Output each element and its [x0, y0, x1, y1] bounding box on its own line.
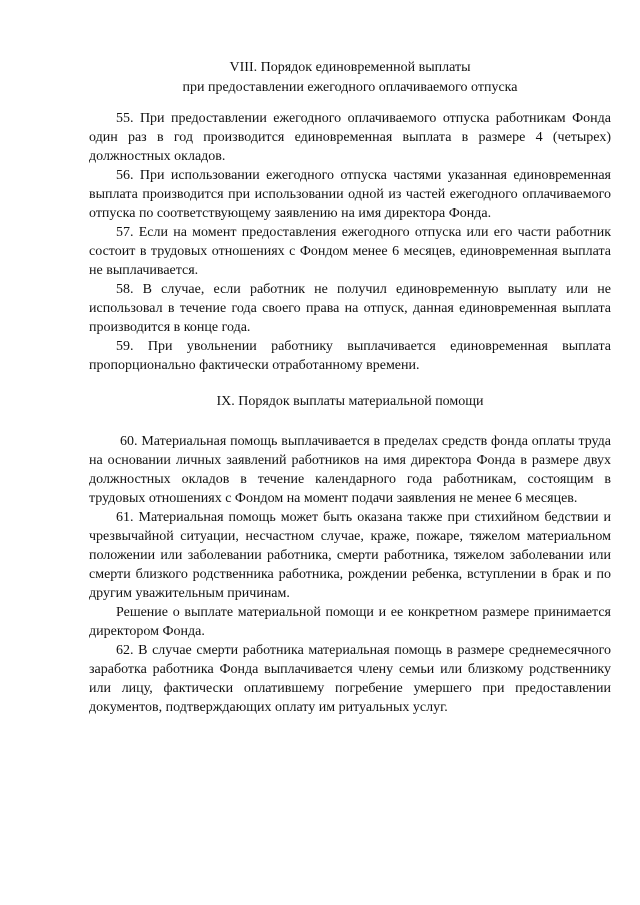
paragraph-55: 55. При предоставлении ежегодного оплачиваемого отпуска работникам Фонда один раз в год производится единовременная выплата в размере 4 (четырех) должностных окладов. — [89, 111, 611, 164]
paragraph-62: 62. В случае смерти работника материальная помощь в размере среднемесячного заработка работника Фонда выплачивается члену семьи или близкому родственнику или лицу, фактически оплатившему погребение умершего при предоставлении документов, подтверждающих оплату им ритуальных услуг. — [89, 643, 611, 715]
section-viii-title-line-1: VIII. Порядок единовременной выплаты — [229, 60, 471, 75]
paragraph-58: 58. В случае, если работник не получил единовременную выплату или не использовал в течение года своего права на отпуск, данная единовременная выплата производится в конце года. — [89, 282, 611, 335]
section-viii — [89, 58, 611, 98]
section-ix-title: IX. Порядок выплаты материальной помощи — [216, 394, 484, 409]
paragraph-60: 60. Материальная помощь выплачивается в пределах средств фонда оплаты труда на основании личных заявлений работников на имя директора Фонда в размере двух должностных окладов в течение календарного года работникам, состоящим в трудовых отношениях с Фондом на момент подачи заявления не менее 6 месяцев. — [89, 434, 611, 506]
paragraph-59: 59. При увольнении работнику выплачивается единовременная выплата пропорционально фактически отработанному времени. — [89, 339, 611, 373]
section-ix-body — [89, 432, 611, 717]
paragraph-61: 61. Материальная помощь может быть оказана также при стихийном бедствии и чрезвычайной ситуации, несчастном случае, краже, пожаре, тяжелом материальном положении или заболевании работника, смерти работника, тяжелом заболевании или смерти близкого родственника работника, рождении ребенка, вступлении в брак и по другим уважительным причинам. — [89, 510, 611, 601]
paragraph-decision: Решение о выплате материальной помощи и ее конкретном размере принимается директором Фонда. — [89, 605, 611, 639]
paragraph-57: 57. Если на момент предоставления ежегодного отпуска или его части работник состоит в трудовых отношениях с Фондом менее 6 месяцев, единовременная выплата не выплачивается. — [89, 225, 611, 278]
section-viii-body — [89, 109, 611, 375]
section-viii-title-line-2: при предоставлении ежегодного оплачиваемого отпуска — [182, 80, 518, 95]
paragraph-56: 56. При использовании ежегодного отпуска частями указанная единовременная выплата производится при использовании одной из частей ежегодного оплачиваемого отпуска по соответствующему заявлению на имя директора Фонда. — [89, 168, 611, 221]
document-page — [89, 58, 611, 717]
